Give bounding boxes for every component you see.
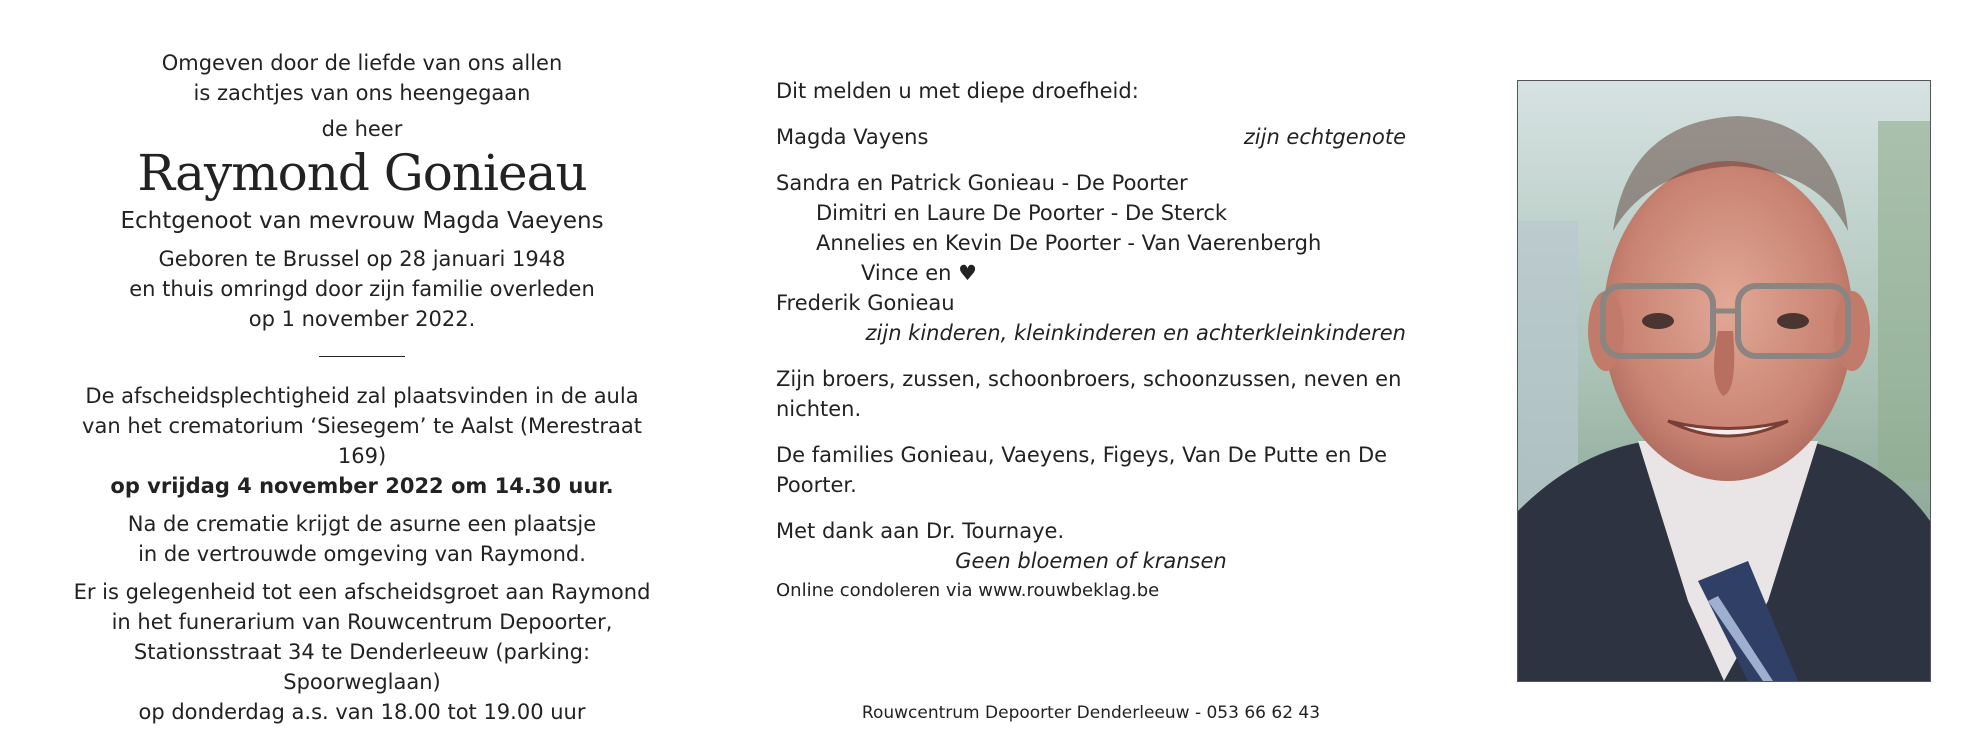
ceremony-line: van het crematorium ‘Siesegem’ te Aalst (Merestraat 169) [82, 414, 642, 468]
divider [319, 356, 405, 357]
family-member: Annelies en Kevin De Poorter - Van Vaerenbergh [816, 231, 1322, 255]
born-line: op 1 november 2022. [248, 307, 476, 331]
ceremony-line: De afscheidsplechtigheid zal plaatsvinden in de aula [85, 384, 639, 408]
visit-line: op donderdag a.s. van 18.00 tot 19.00 uur [138, 700, 586, 724]
footer-contact: Rouwcentrum Depoorter Denderleeuw - 053 66 62 43 [861, 703, 1321, 723]
spouse-line: Echtgenoot van mevrouw Magda Vaeyens [120, 208, 604, 234]
family-member: Frederik Gonieau [776, 291, 955, 315]
online-condolence: Online condoleren via www.rouwbeklag.be [776, 580, 1160, 601]
children-role: zijn kinderen, kleinkinderen en achterkleinkinderen [865, 321, 1406, 345]
urn-line: in de vertrouwde omgeving van Raymond. [138, 542, 586, 566]
spouse-role: zijn echtgenote [1243, 125, 1406, 149]
announcement: Dit melden u met diepe droefheid: [776, 79, 1139, 103]
spouse-name: Magda Vayens [776, 125, 929, 149]
portrait-illustration [1518, 81, 1930, 681]
visit-line: in het funerarium van Rouwcentrum Depoorter, [111, 610, 613, 634]
no-flowers-note: Geen bloemen of kransen [955, 549, 1227, 573]
families-line: De families Gonieau, Vaeyens, Figeys, Van De Putte en De Poorter. [776, 443, 1388, 497]
intro-line: Omgeven door de liefde van ons allen [161, 51, 563, 75]
intro-line: is zachtjes van ons heengegaan [193, 81, 531, 105]
ceremony-date: op vrijdag 4 november 2022 om 14.30 uur. [110, 474, 614, 498]
siblings-line: Zijn broers, zussen, schoonbroers, schoonzussen, neven en nichten. [776, 367, 1402, 421]
born-line: Geboren te Brussel op 28 januari 1948 [158, 247, 566, 271]
family-member: Dimitri en Laure De Poorter - De Sterck [816, 201, 1228, 225]
family-member: Sandra en Patrick Gonieau - De Poorter [776, 171, 1188, 195]
visit-line: Stationsstraat 34 te Denderleeuw (parking: Spoorweglaan) [133, 640, 591, 694]
born-line: en thuis omringd door zijn familie overleden [129, 277, 595, 301]
spouse-entry [776, 122, 1406, 152]
deceased-name: Raymond Gonieau [137, 144, 587, 202]
honorific: de heer [321, 117, 403, 141]
thanks-line: Met dank aan Dr. Tournaye. [776, 519, 1065, 543]
family-member: Vince en ♥ [861, 261, 977, 285]
visit-line: Er is gelegenheid tot een afscheidsgroet aan Raymond [73, 580, 651, 604]
portrait-photo [1517, 80, 1931, 682]
middle-column [776, 76, 1406, 606]
left-column [60, 48, 664, 727]
urn-line: Na de crematie krijgt de asurne een plaatsje [127, 512, 597, 536]
